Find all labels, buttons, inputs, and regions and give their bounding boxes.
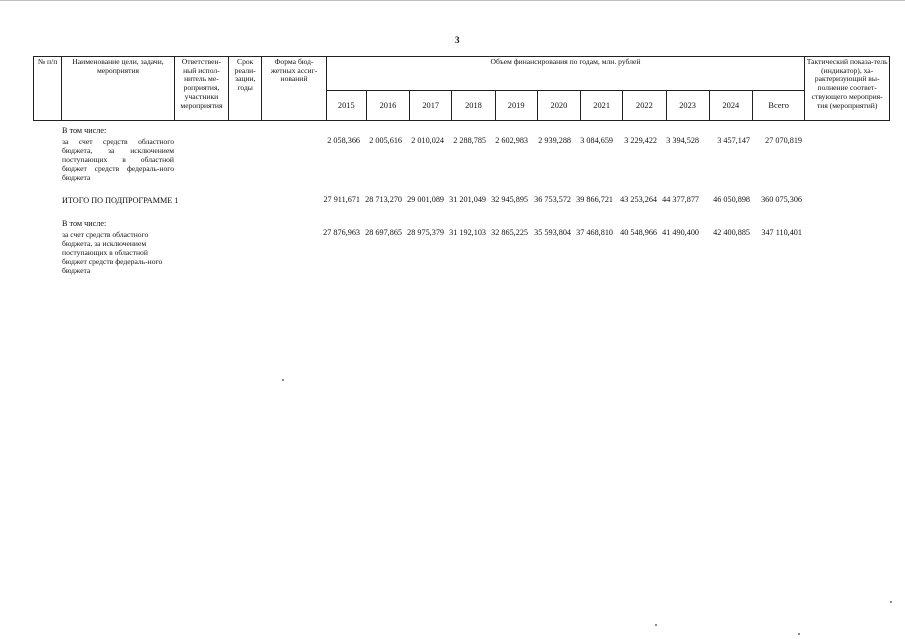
row-3-value-2018: 31 192,103 [449, 228, 486, 237]
row-1-value-2019: 2 602,983 [495, 136, 528, 145]
row-3-value-2015: 27 876,963 [323, 228, 360, 237]
row-3-value-2019: 32 865,225 [491, 228, 528, 237]
top-border-line [0, 0, 905, 1]
header-year-2024: 2024 [709, 91, 752, 121]
row-1-heading: В том числе: [62, 126, 107, 135]
row-3-value-2020: 35 593,804 [534, 228, 571, 237]
page-number: 3 [455, 35, 460, 45]
financing-table-header [33, 56, 890, 121]
row-1-value-2015: 2 058,366 [327, 136, 360, 145]
row-2-values [0, 195, 905, 207]
row-1-value-2021: 3 084,659 [580, 136, 613, 145]
scan-speck [282, 379, 284, 381]
row-1-value-2020: 2 939,288 [538, 136, 571, 145]
row-1-value-2024: 3 457,147 [717, 136, 750, 145]
row-2-label: ИТОГО ПО ПОДПРОГРАММЕ 1 [62, 196, 179, 205]
row-2-value-2017: 29 001,089 [407, 195, 444, 204]
header-term: Срок реали-зации, годы [229, 57, 262, 121]
header-num: № п/п [34, 57, 62, 121]
row-3-value-2016: 28 697,865 [365, 228, 402, 237]
row-1-value-2016: 2 005,616 [369, 136, 402, 145]
row-1-value-2022: 3 229,422 [624, 136, 657, 145]
row-3-value-2024: 42 400,885 [713, 228, 750, 237]
header-year-2016: 2016 [366, 91, 409, 121]
row-1-label: за счет средств областного бюджета, за исключением поступающих в областной бюджет средств федераль-ного бюджета [62, 137, 174, 183]
scan-speck [798, 633, 800, 635]
header-year-2021: 2021 [581, 91, 623, 121]
row-3-label: за счет средств областного бюджета, за исключением поступающих в областной бюджет средств федераль-ного бюджета [62, 230, 163, 276]
row-3-value-2017: 28 975,379 [407, 228, 444, 237]
row-3-value-2023: 41 490,400 [662, 228, 699, 237]
row-2-value-2019: 32 945,895 [491, 195, 528, 204]
row-2-value-2020: 36 753,572 [534, 195, 571, 204]
header-responsible: Ответствен-ный испол-нитель ме-роприятия, участники мероприятия [174, 57, 228, 121]
row-2-value-2016: 28 713,270 [365, 195, 402, 204]
header-year-2017: 2017 [410, 91, 452, 121]
row-1-value-total: 27 070,819 [765, 136, 802, 145]
header-year-2015: 2015 [326, 91, 366, 121]
row-3-value-2021: 37 468,810 [576, 228, 613, 237]
scan-speck [890, 601, 892, 603]
row-1-value-2023: 3 394,528 [666, 136, 699, 145]
row-3-heading: В том числе: [62, 219, 107, 228]
header-year-2020: 2020 [537, 91, 580, 121]
header-year-2023: 2023 [666, 91, 709, 121]
row-1-value-2017: 2 010,024 [411, 136, 444, 145]
header-name: Наименование цели, задачи, мероприятия [62, 57, 175, 121]
row-2-value-2022: 43 253,264 [620, 195, 657, 204]
row-3-value-2022: 40 548,966 [620, 228, 657, 237]
row-2-value-2024: 46 050,898 [713, 195, 750, 204]
header-year-2018: 2018 [452, 91, 495, 121]
header-year-2022: 2022 [623, 91, 666, 121]
row-2-value-2018: 31 201,049 [449, 195, 486, 204]
row-2-value-2021: 39 866,721 [576, 195, 613, 204]
row-2-value-2023: 44 377,877 [662, 195, 699, 204]
row-1-value-2018: 2 288,785 [453, 136, 486, 145]
header-indicator: Тактический показа-тель (индикатор), ха-рактеризующий вы-полнение соответ-ствующего мероприя-тия (мероприятий) [805, 57, 890, 121]
header-finance: Объем финансирования по годам, млн. рублей [326, 57, 805, 91]
row-3-values [0, 228, 905, 240]
header-form: Форма бюд-жетных ассиг-нований [262, 57, 326, 121]
row-1-values [0, 136, 905, 148]
row-3-value-total: 347 110,401 [761, 228, 802, 237]
row-2-value-2015: 27 911,671 [323, 195, 360, 204]
scan-speck [655, 624, 657, 626]
header-year-2019: 2019 [495, 91, 537, 121]
row-2-value-total: 360 075,306 [761, 195, 802, 204]
header-total: Всего [752, 91, 804, 121]
